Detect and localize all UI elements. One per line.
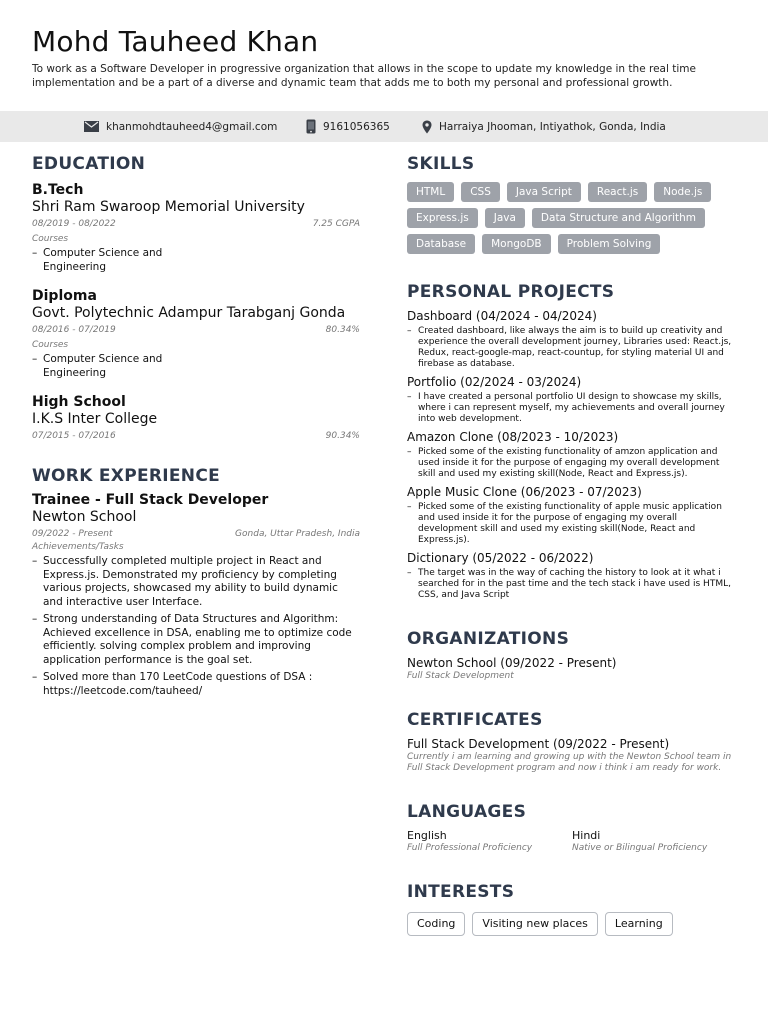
task-item: – Solved more than 170 LeetCode questions of DSA : https://leetcode.com/tauheed/ xyxy=(32,671,360,698)
project-name: Dashboard (04/2024 - 04/2024) xyxy=(407,309,597,323)
project-desc: – I have created a personal portfolio UI design to showcase my skills, where i can represent myself, my achievements and overall journey into web development. xyxy=(407,392,737,425)
skill-tag: Java Script xyxy=(507,182,581,202)
project-desc: – Created dashboard, like always the aim is to build up creativity and experience the overall development journey, Libraries used: React.js, Redux, react-google-map, react-countup, for styling material UI and firebase as database. xyxy=(407,326,737,370)
certificate-name: Full Stack Development (09/2022 - Present) xyxy=(407,737,670,751)
contact-location xyxy=(422,111,666,142)
right-column xyxy=(407,152,737,936)
education-meta xyxy=(32,218,360,230)
skill-tag: Node.js xyxy=(654,182,711,202)
candidate-name: Mohd Tauheed Khan xyxy=(32,25,319,58)
language-item xyxy=(572,829,737,854)
location-text: Harraiya Jhooman, Intiyathok, Gonda, India xyxy=(439,120,666,133)
education-meta xyxy=(32,430,360,442)
project-name: Dictionary (05/2022 - 06/2022) xyxy=(407,551,594,565)
education-dates: 08/2016 - 07/2019 xyxy=(32,325,116,335)
education-heading: EDUCATION xyxy=(32,154,146,174)
skill-tag: Java xyxy=(485,208,525,228)
project-desc: – The target was in the way of caching the history to look at it what i searched for in the past time and the tech stack i have used is HTML, CSS, and Java Script xyxy=(407,568,737,601)
email-text: khanmohdtauheed4@gmail.com xyxy=(106,120,278,133)
job-dates: 09/2022 - Present xyxy=(32,529,113,539)
degree: High School xyxy=(32,394,126,410)
degree: B.Tech xyxy=(32,182,84,198)
education-grade: 7.25 CGPA xyxy=(312,219,360,229)
language-name: Hindi xyxy=(572,829,601,842)
projects-heading: PERSONAL PROJECTS xyxy=(407,282,615,302)
degree: Diploma xyxy=(32,288,97,304)
resume-header xyxy=(32,24,732,90)
work-heading: WORK EXPERIENCE xyxy=(32,466,221,486)
course-list xyxy=(32,353,360,380)
education-meta xyxy=(32,324,360,336)
skills-heading: SKILLS xyxy=(407,154,475,174)
organization-role: Full Stack Development xyxy=(407,671,514,681)
interest-list xyxy=(407,912,737,936)
education-grade: 80.34% xyxy=(325,325,360,335)
education-item xyxy=(32,182,360,274)
job-role: Trainee - Full Stack Developer xyxy=(32,492,269,508)
language-item xyxy=(407,829,572,854)
courses-label: Courses xyxy=(32,340,69,350)
skill-tag: Express.js xyxy=(407,208,478,228)
skill-tag: Problem Solving xyxy=(558,234,661,254)
skill-tag: HTML xyxy=(407,182,454,202)
job-location: Gonda, Uttar Pradesh, India xyxy=(235,529,360,539)
project-name: Apple Music Clone (06/2023 - 07/2023) xyxy=(407,485,642,499)
interest-tag: Learning xyxy=(605,912,673,936)
language-name: English xyxy=(407,829,447,842)
summary: To work as a Software Developer in progressive organization that allows in the scope to update my knowledge in the real time implementation and be a part of a diverse and dynamic team that adds me to both my personal and professional growth. xyxy=(32,63,696,89)
contact-email[interactable] xyxy=(84,111,277,142)
task-item: – Strong understanding of Data Structures and Algorithm: Achieved excellence in DSA, enabling me to optimize code efficiently. solving complex problem and improving application performance is the goal set. xyxy=(32,613,360,667)
phone-text: 9161056365 xyxy=(323,120,390,133)
school: Govt. Polytechnic Adampur Tarabganj Gonda xyxy=(32,305,346,321)
project-desc: – Picked some of the existing functionality of amzon application and used inside it for the purpose of engaging my overall development skill and used my existing skill(Node, React and Express.js). xyxy=(407,447,737,480)
skill-tag: CSS xyxy=(461,182,500,202)
education-dates: 07/2015 - 07/2016 xyxy=(32,431,116,441)
contact-bar xyxy=(0,111,768,142)
skill-list xyxy=(407,182,737,254)
contact-phone[interactable] xyxy=(306,111,390,142)
skill-tag: Database xyxy=(407,234,475,254)
project-name: Portfolio (02/2024 - 03/2024) xyxy=(407,375,582,389)
job-item xyxy=(32,492,360,698)
skill-tag: Data Structure and Algorithm xyxy=(532,208,705,228)
education-grade: 90.34% xyxy=(325,431,360,441)
education-item xyxy=(32,394,360,442)
interest-tag: Visiting new places xyxy=(472,912,598,936)
project-item xyxy=(407,551,737,601)
job-company: Newton School xyxy=(32,509,137,525)
project-name: Amazon Clone (08/2023 - 10/2023) xyxy=(407,430,619,444)
interests-heading: INTERESTS xyxy=(407,882,515,902)
project-item xyxy=(407,430,737,480)
project-item xyxy=(407,375,737,425)
interest-tag: Coding xyxy=(407,912,465,936)
project-item xyxy=(407,309,737,370)
task-item: – Successfully completed multiple project in React and Express.js. Demonstrated my proficiency by completing various projects, showcased my ability to build dynamic and interactive user Interface. xyxy=(32,555,360,609)
project-item xyxy=(407,485,737,546)
envelope-icon xyxy=(84,121,99,132)
job-meta xyxy=(32,528,360,540)
organization-name: Newton School (09/2022 - Present) xyxy=(407,656,617,670)
courses-label: Courses xyxy=(32,234,69,244)
course-list xyxy=(32,247,360,274)
project-desc: – Picked some of the existing functionality of apple music application and used inside it for the purpose of engaging my overall development skill and used my existing skill(Node, React and Express.js). xyxy=(407,502,737,546)
task-list xyxy=(32,555,360,698)
organizations-heading: ORGANIZATIONS xyxy=(407,629,570,649)
education-item xyxy=(32,288,360,380)
languages-heading: LANGUAGES xyxy=(407,802,527,822)
certificate-desc: Currently i am learning and growing up with the Newton School team in Full Stack Development program and now i think i am ready for work. xyxy=(407,752,732,773)
language-level: Full Professional Proficiency xyxy=(407,843,533,853)
location-pin-icon xyxy=(422,120,432,134)
left-column xyxy=(32,152,360,702)
course-item: – Computer Science and Engineering xyxy=(32,353,182,380)
tasks-label: Achievements/Tasks xyxy=(32,542,124,552)
language-level: Native or Bilingual Proficiency xyxy=(572,843,708,853)
school: Shri Ram Swaroop Memorial University xyxy=(32,199,305,215)
certificates-heading: CERTIFICATES xyxy=(407,710,543,730)
skill-tag: React.js xyxy=(588,182,647,202)
education-dates: 08/2019 - 08/2022 xyxy=(32,219,116,229)
skill-tag: MongoDB xyxy=(482,234,551,254)
language-list xyxy=(407,829,737,854)
school: I.K.S Inter College xyxy=(32,411,158,427)
phone-icon xyxy=(306,119,316,134)
course-item: – Computer Science and Engineering xyxy=(32,247,182,274)
